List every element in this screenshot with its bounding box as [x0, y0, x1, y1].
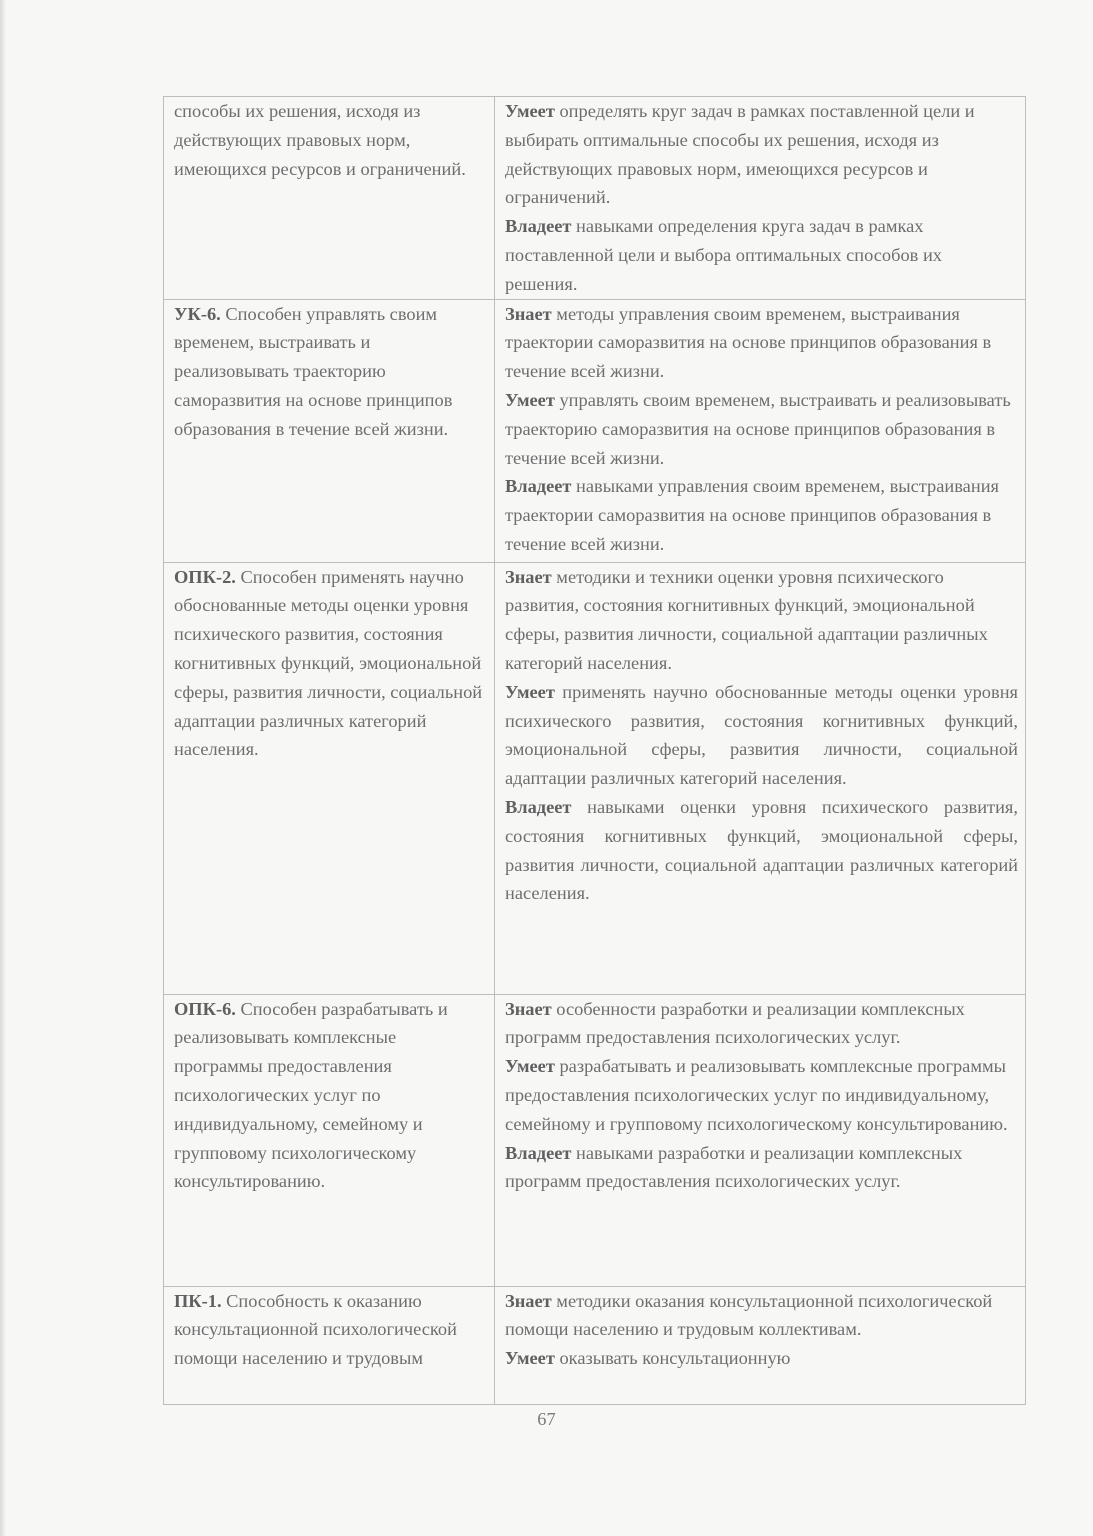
competency-code: ОПК-2. — [174, 566, 236, 587]
indicator-paragraph — [505, 793, 1018, 908]
competency-code: УК-6. — [174, 303, 221, 324]
indicator-paragraph — [505, 678, 1018, 793]
indicator-text: управлять своим временем, выстраивать и реализовывать траекторию саморазвития на основе принципов образования в течение всей жизни. — [505, 389, 1011, 468]
competency-code: ПК-1. — [174, 1290, 222, 1311]
indicator-term: Знает — [505, 566, 552, 587]
indicators-cell — [495, 299, 1026, 562]
table-row — [164, 562, 1026, 994]
table-row — [164, 97, 1026, 300]
indicator-term: Знает — [505, 998, 552, 1019]
indicators-cell — [495, 562, 1026, 994]
scan-edge — [0, 0, 6, 1536]
indicator-paragraph — [505, 1139, 1018, 1197]
indicator-paragraph — [505, 386, 1018, 472]
competency-cell — [164, 299, 495, 562]
indicator-paragraph — [505, 1287, 1018, 1345]
competencies-table — [163, 96, 1026, 1405]
indicator-text: оказывать консультационную — [554, 1348, 791, 1369]
indicator-term: Знает — [505, 1290, 552, 1311]
competency-text: Способен разрабатывать и реализовывать комплексные программы предоставления психологических услуг по индивидуальному, семейному и групповому психологическому консультированию. — [174, 998, 448, 1192]
indicator-text: разрабатывать и реализовывать комплексные программы предоставления психологических услуг по индивидуальному, семейному и групповому психологическому консультированию. — [505, 1056, 1008, 1134]
indicator-text: навыками управления своим временем, выстраивания траектории саморазвития на основе принципов образования в течение всей жизни. — [505, 476, 999, 554]
competency-text: Способен управлять своим временем, выстраивать и реализовывать траекторию саморазвития на основе принципов образования в течение всей жизни. — [174, 303, 453, 439]
competency-cell — [164, 562, 495, 994]
table-row — [164, 994, 1026, 1286]
table-row — [164, 1286, 1026, 1404]
indicators-cell — [495, 97, 1026, 300]
competency-code: ОПК-6. — [174, 998, 236, 1019]
indicator-term: Владеет — [505, 1142, 572, 1163]
indicator-text: методики и техники оценки уровня психического развития, состояния когнитивных функций, эмоциональной сферы, развития личности, социальной адаптации различных категорий населения. — [505, 566, 988, 673]
competency-text: способы их решения, исходя из действующих правовых норм, имеющихся ресурсов и ограничений. — [174, 101, 466, 179]
competency-cell — [164, 1286, 495, 1404]
indicator-paragraph — [505, 563, 1018, 678]
indicator-term: Знает — [505, 303, 552, 324]
indicator-text: навыками разработки и реализации комплексных программ предоставления психологических услуг. — [505, 1142, 963, 1192]
competency-text: Способен применять научно обоснованные методы оценки уровня психического развития, состояния когнитивных функций, эмоциональной сферы, развития личности, социальной адаптации различных категорий населения. — [174, 566, 483, 760]
indicator-paragraph — [505, 212, 1018, 298]
indicators-cell — [495, 994, 1026, 1286]
indicator-paragraph — [505, 97, 1018, 212]
table-row — [164, 299, 1026, 562]
indicator-term: Умеет — [505, 101, 555, 121]
indicator-paragraph — [505, 1344, 1018, 1373]
indicator-text: определять круг задач в рамках поставленной цели и выбирать оптимальные способы их решения, исходя из действующих правовых норм, имеющихся ресурсов и ограничений. — [505, 101, 975, 208]
indicators-cell — [495, 1286, 1026, 1404]
indicator-term: Умеет — [505, 1056, 555, 1077]
indicator-term: Владеет — [505, 476, 572, 497]
indicator-term: Умеет — [505, 389, 555, 410]
indicator-text: применять научно обоснованные методы оценки уровня психического развития, состояния когнитивных функций, эмоциональной сферы, развития личности, социальной адаптации различных категорий населения. — [505, 681, 1018, 789]
indicator-term: Владеет — [505, 796, 572, 817]
page-number: 67 — [537, 1409, 556, 1429]
indicator-term: Умеет — [505, 1348, 555, 1369]
indicator-text: методики оказания консультационной психологической помощи населению и трудовым коллективам. — [505, 1290, 993, 1340]
indicator-paragraph — [505, 300, 1018, 386]
competency-text: Способность к оказанию консультационной психологической помощи населению и трудовым — [174, 1290, 457, 1369]
competency-cell — [164, 994, 495, 1286]
indicator-text: методы управления своим временем, выстраивания траектории саморазвития на основе принципов образования в течение всей жизни. — [505, 303, 992, 382]
indicator-paragraph — [505, 472, 1018, 558]
indicator-text: навыками оценки уровня психического развития, состояния когнитивных функций, эмоциональной сферы, развития личности, социальной адаптации различных категорий населения. — [505, 796, 1018, 904]
competency-cell — [164, 97, 495, 300]
indicator-text: навыками определения круга задач в рамках поставленной цели и выбора оптимальных способов их решения. — [505, 216, 942, 294]
indicator-paragraph — [505, 995, 1018, 1053]
indicator-paragraph — [505, 1052, 1018, 1138]
indicator-text: особенности разработки и реализации комплексных программ предоставления психологических услуг. — [505, 998, 965, 1048]
indicator-term: Владеет — [505, 216, 572, 237]
indicator-term: Умеет — [505, 681, 555, 702]
